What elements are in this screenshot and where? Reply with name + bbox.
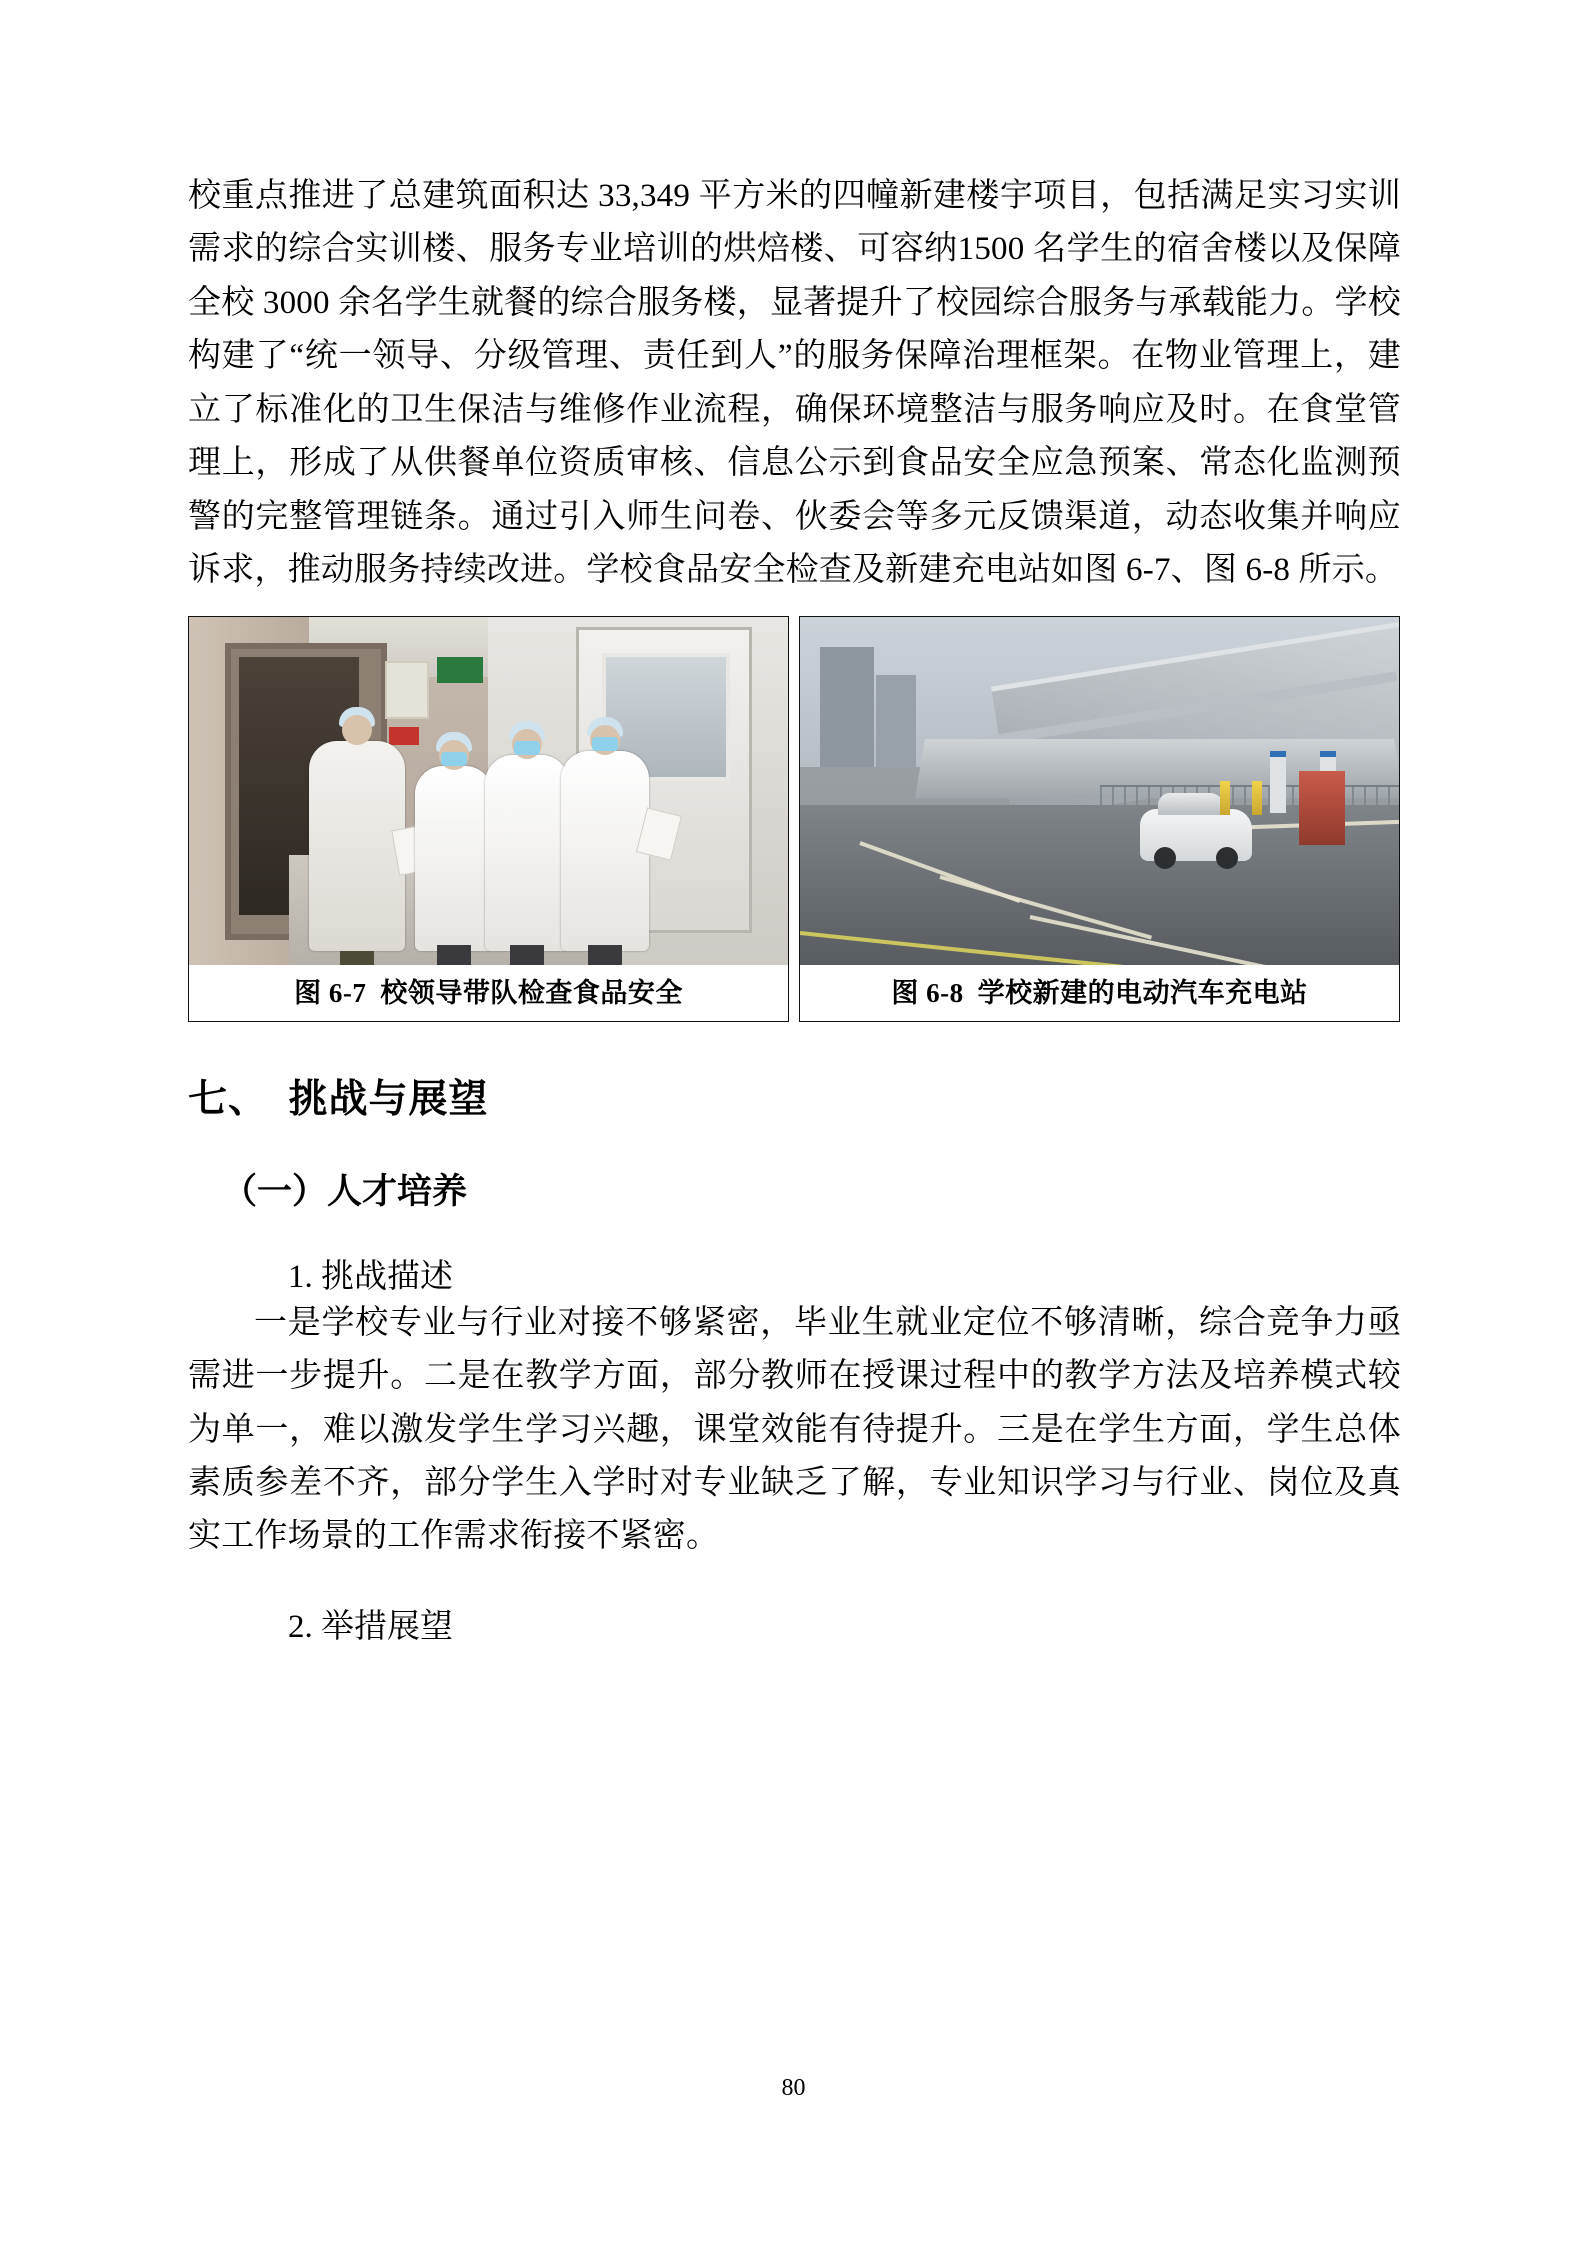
- page-number: 80: [781, 2075, 806, 2101]
- subsection-heading: （一）人才培养: [222, 1171, 468, 1211]
- power-cabinet: [1299, 771, 1345, 845]
- car-wheel: [1154, 847, 1176, 869]
- person-legs: [588, 945, 622, 965]
- inspector-person: [485, 755, 569, 951]
- item-heading-outlook: 2. 举措展望: [288, 1608, 453, 1645]
- section-heading: 七、 挑战与展望: [188, 1077, 489, 1121]
- figure-6-7-number: 图 6-7: [294, 977, 367, 1008]
- face-mask-icon: [441, 752, 467, 766]
- figure-6-7-caption: [189, 965, 788, 1021]
- item-heading-challenge: 1. 挑战描述: [288, 1258, 453, 1295]
- exit-sign: [437, 657, 483, 683]
- inspector-person: [309, 741, 405, 951]
- paragraph-facilities: 校重点推进了总建筑面积达 33,349 平方米的四幢新建楼宇项目，包括满足实习实训需求的综合实训楼、服务专业培训的烘焙楼、可容纳1500 名学生的宿舍楼以及保障全校 3000 余名学生就餐的综合服务楼，显著提升了校园综合服务与承载能力。学校构建了“统一领导、分级管理、责任到人”的服务保障治理框架。在物业管理上，建立了标准化的卫生保洁与维修作业流程，确保环境整洁与服务响应及时。在食堂管理上，形成了从供餐单位资质审核、信息公示到食品安全应急预案、常态化监测预警的完整管理链条。通过引入师生问卷、伙委会等多元反馈渠道，动态收集并响应诉求，推动服务持续改进。学校食品安全检查及新建充电站如图 6-7、图 6-8 所示。: [188, 178, 1401, 589]
- face-mask-icon: [592, 737, 618, 751]
- figure-6-8: [799, 616, 1400, 1022]
- figure-6-7-title: 校领导带队检查食品安全: [380, 977, 683, 1008]
- person-legs: [437, 945, 471, 965]
- figure-6-8-number: 图 6-8: [891, 977, 964, 1008]
- person-head: [342, 715, 372, 745]
- page-content: [188, 170, 1401, 1647]
- background-building: [876, 675, 916, 767]
- safety-bollard: [1220, 781, 1230, 815]
- food-safety-inspection-photo: [189, 617, 788, 965]
- figure-6-7: [188, 616, 789, 1022]
- background-building: [820, 647, 874, 767]
- figure-row: [188, 616, 1401, 1022]
- charging-post: [1270, 751, 1286, 813]
- inspector-person: [415, 766, 493, 951]
- figure-6-8-caption: [800, 965, 1399, 1021]
- car-wheel: [1216, 847, 1238, 869]
- wall-poster: [385, 661, 429, 719]
- person-legs: [510, 945, 544, 965]
- notice-sign: [389, 727, 419, 745]
- car-cabin: [1158, 793, 1224, 815]
- safety-bollard: [1252, 781, 1262, 815]
- paragraph-challenges: 一是学校专业与行业对接不够紧密，毕业生就业定位不够清晰，综合竞争力亟需进一步提升。二是在教学方面，部分教师在授课过程中的教学方法及培养模式较为单一，难以激发学生学习兴趣，课堂效能有待提升。三是在学生方面，学生总体素质参差不齐，部分学生入学时对专业缺乏了解，专业知识学习与行业、岗位及真实工作场景的工作需求衔接不紧密。: [188, 1304, 1401, 1555]
- figure-6-8-title: 学校新建的电动汽车充电站: [977, 977, 1308, 1008]
- face-mask-icon: [514, 741, 540, 755]
- ev-charging-station-photo: [800, 617, 1399, 965]
- white-car: [1140, 809, 1252, 861]
- person-legs: [340, 951, 374, 965]
